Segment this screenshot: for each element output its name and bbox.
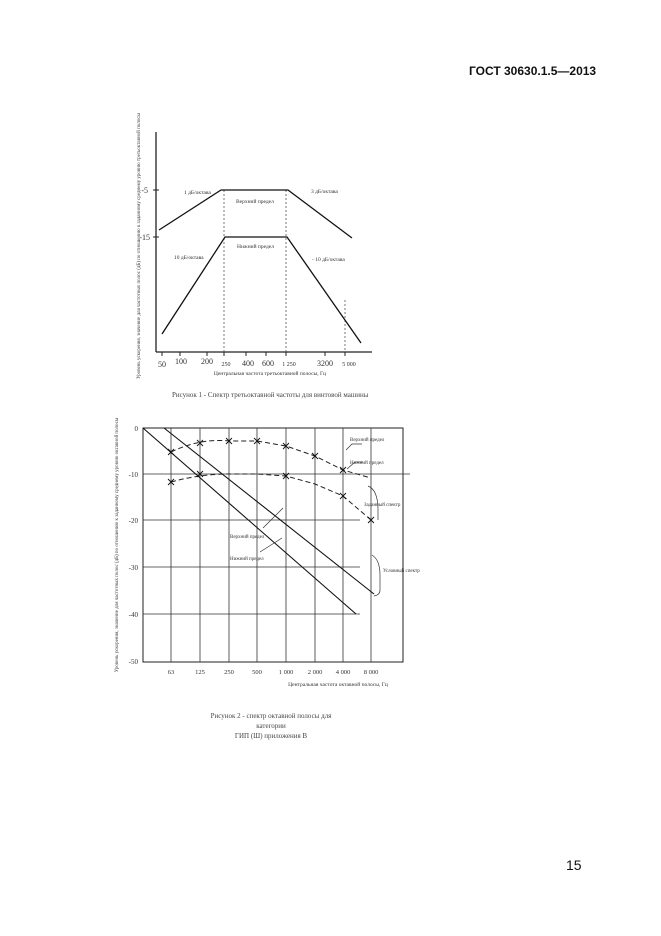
fig1-xtick: 1 250 (282, 362, 296, 368)
fig2-ytick: 0 (134, 425, 138, 433)
fig1-upper-left-slope-label: 1 дБ/октава (184, 190, 211, 196)
fig1-lower-left-slope-label: 10 дБ/октава (174, 255, 204, 261)
fig2-xtick: 250 (224, 669, 234, 676)
fig2-ylabel: Уровень ускорения, значение для частотных полос (дБ) по отношению к заданному среднему уровню октавной полосы (115, 417, 120, 673)
fig2-ytick: -50 (128, 658, 138, 666)
fig2-ytick: -40 (128, 611, 138, 619)
fig2-defined-spectrum-label: Заданный спектр (364, 503, 401, 508)
fig1-xtick: 600 (262, 359, 274, 368)
figure-2-caption-line-2: ГИП (Ш) приложения В (234, 732, 308, 740)
fig1-ytick: -5 (141, 186, 148, 195)
fig2-ytick: -10 (128, 471, 138, 479)
fig1-upper-limit-line (159, 190, 352, 238)
fig1-xlabel: Центральная частота третьоктавной полосы, Гц (213, 371, 327, 377)
fig1-xtick: 3200 (317, 359, 333, 368)
fig2-lower-limit-line (143, 428, 356, 614)
fig1-ytick: -15 (139, 233, 150, 242)
fig2-xtick: 8 000 (363, 669, 379, 676)
fig2-xtick: 2 000 (307, 669, 323, 676)
fig2-xlabel: Центральная частота октавной полосы, Гц (288, 682, 388, 688)
figure-2-caption-line-1: Рисунок 2 - спектр октавной полосы для категории (210, 712, 332, 730)
fig1-lower-right-slope-label: - 10 дБ/октава (312, 257, 345, 263)
fig2-upper-limit-center-label: Верхний предел (230, 535, 265, 540)
fig2-xtick: 500 (252, 669, 262, 676)
fig2-upper-limit-right-label: Верхний предел (350, 438, 385, 443)
fig2-lower-limit-right-label: Нижний предел (350, 461, 384, 466)
fig1-xtick: 400 (242, 359, 254, 368)
fig2-upper-limit-line (164, 428, 374, 594)
page-number: 15 (566, 857, 582, 873)
fig1-ylabel: Уровень ускорения, значение для частотных полос (дБ) по отношению к заданному среднему уровню третьоктавной полосы (137, 113, 142, 379)
fig2-ytick: -20 (128, 517, 138, 525)
fig2-ytick: -30 (128, 564, 138, 572)
fig2-xtick: 4 000 (335, 669, 351, 676)
fig1-xtick: 5 000 (342, 362, 356, 368)
fig2-conditional-spectrum-label: Условный спектр (383, 569, 420, 574)
fig2-xtick: 125 (195, 669, 205, 676)
fig2-xtick: 63 (167, 669, 175, 676)
document-header: ГОСТ 30630.1.5—2013 (469, 64, 597, 78)
fig2-xtick: 1 000 (278, 669, 294, 676)
fig1-lower-limit-line (162, 237, 361, 343)
fig1-upper-right-slope-label: 3 дБ/октава (311, 189, 338, 195)
figure-2-caption (196, 711, 346, 741)
fig1-xtick: 100 (175, 357, 187, 366)
fig1-upper-limit-label: Верхний предел (236, 199, 274, 205)
fig1-xtick: 250 (221, 362, 231, 368)
figure-1-caption: Рисунок 1 - Спектр третьоктавной частоты для винтовой машины (172, 391, 369, 399)
fig1-lower-limit-label: Нижний предел (237, 244, 274, 250)
fig2-lower-limit-center-label: Нижний предел (230, 557, 264, 562)
fig1-xtick: 200 (201, 357, 213, 366)
fig1-xtick: 50 (158, 360, 166, 369)
